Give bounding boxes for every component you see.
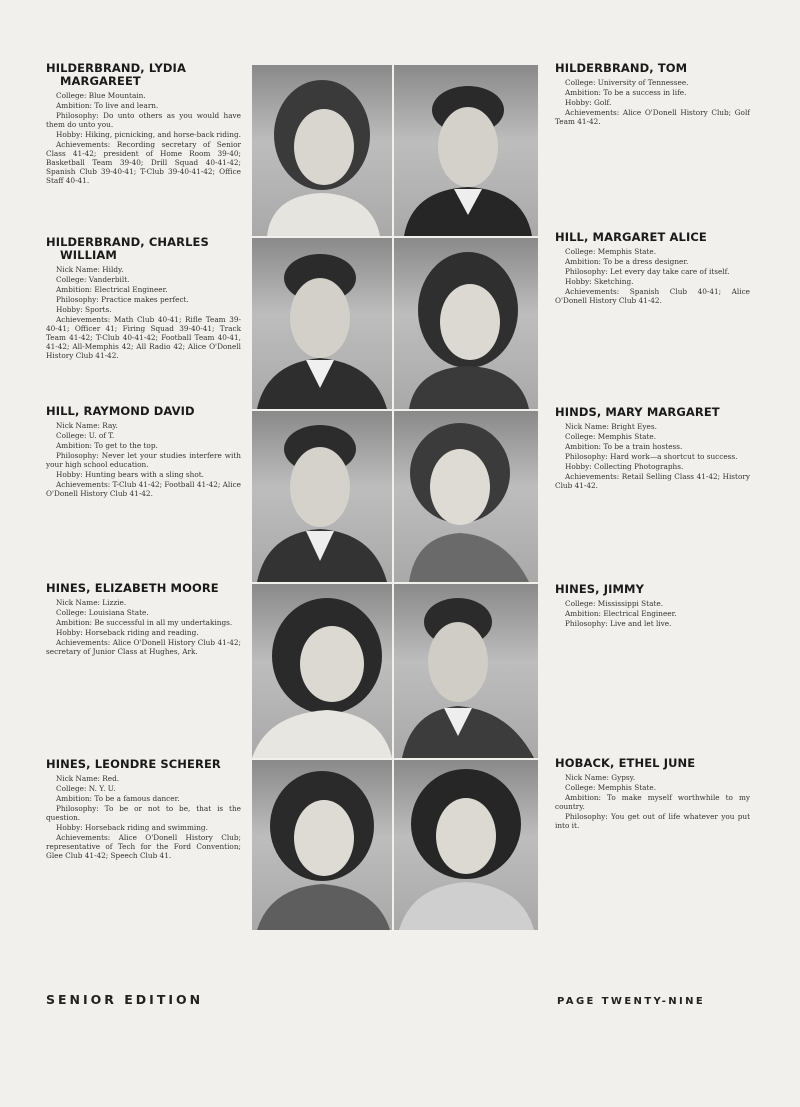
- bio-line: Hobby: Collecting Photographs.: [565, 462, 684, 471]
- bio-line: Achievements: T-Club 41-42; Football 41-42; Alice O'Donell History Club 41-42.: [46, 480, 241, 498]
- portrait-photo-raymond: [252, 411, 392, 582]
- bio-line: Nick Name: Lizzie.: [56, 598, 127, 607]
- portrait-photo-jimmy: [394, 584, 538, 758]
- bio-hill-raymond: [46, 405, 241, 499]
- bio-line: Hobby: Horseback riding and swimming.: [56, 823, 208, 832]
- student-name: HINES, LEONDRE SCHERER: [46, 757, 221, 771]
- bio-line: College: Memphis State.: [565, 247, 657, 256]
- portrait-photo-margaret: [394, 238, 538, 409]
- portrait-photo-tom: [394, 65, 538, 236]
- bio-line: Ambition: Electrical Engineer.: [565, 609, 677, 618]
- bio-line: Hobby: Hiking, picnicking, and horse-back riding.: [56, 130, 241, 139]
- bio-line: Ambition: To be a dress designer.: [565, 257, 689, 266]
- bio-line: Hobby: Horseback riding and reading.: [56, 628, 199, 637]
- portrait-photo-charles: [252, 238, 392, 409]
- bio-line: Nick Name: Red.: [56, 774, 120, 783]
- bio-line: Philosophy: You get out of life whatever you put into it.: [555, 812, 750, 830]
- bio-line: College: Memphis State.: [565, 432, 657, 441]
- portrait-photo-mary: [394, 411, 538, 582]
- bio-line: Achievements: Alice O'Donell History Club; representative of Tech for the Ford Convention; Glee Club 41-42; Speech Club 41.: [46, 833, 241, 860]
- bio-line: Ambition: Be successful in all my undertakings.: [56, 618, 233, 627]
- portrait-photo-lydia: [252, 65, 392, 236]
- student-name: HILDERBRAND, LYDIA MARGAREET: [46, 61, 186, 88]
- bio-hines-leondre: [46, 758, 241, 861]
- bio-hines-elizabeth: [46, 582, 241, 657]
- bio-line: College: N. Y. U.: [56, 784, 116, 793]
- bio-hill-margaret: [555, 231, 750, 306]
- bio-line: Hobby: Sports.: [56, 305, 112, 314]
- bio-line: Philosophy: Practice makes perfect.: [56, 295, 189, 304]
- bio-line: Nick Name: Ray.: [56, 421, 118, 430]
- bio-line: Achievements: Math Club 40-41; Rifle Team 39-40-41; Officer 41; Firing Squad 39-40-41; Track Team 41-42; T-Club 40-41-42; Football Team 40-41, 41-42; All-Memphis 42; All Radio 42; Alice O'Donell History Club 41-42.: [46, 315, 241, 360]
- student-name: HINES, ELIZABETH MOORE: [46, 581, 219, 595]
- bio-line: Ambition: To be a famous dancer.: [56, 794, 180, 803]
- bio-line: Philosophy: Never let your studies interfere with your high school education.: [46, 451, 241, 469]
- bio-line: Nick Name: Gypsy.: [565, 773, 636, 782]
- student-name: HINES, JIMMY: [555, 582, 645, 596]
- student-name: HILDERBRAND, TOM: [555, 61, 688, 75]
- student-name: HILL, MARGARET ALICE: [555, 230, 707, 244]
- bio-hilderbrand-charles: [46, 236, 241, 361]
- portrait-photo-leondre: [252, 760, 392, 930]
- bio-line: Ambition: To live and learn.: [56, 101, 159, 110]
- bio-line: Philosophy: Do unto others as you would have them do unto you.: [46, 111, 241, 129]
- bio-hoback-ethel: [555, 757, 750, 831]
- footer-edition: SENIOR EDITION: [46, 992, 204, 1007]
- bio-line: College: Memphis State.: [565, 783, 657, 792]
- bio-hilderbrand-lydia: [46, 62, 241, 186]
- bio-line: Ambition: To get to the top.: [56, 441, 158, 450]
- bio-line: College: Vanderbilt.: [56, 275, 130, 284]
- portrait-photo-ethel: [394, 760, 538, 930]
- footer-page-number: PAGE TWENTY-NINE: [557, 996, 706, 1007]
- student-name: HILL, RAYMOND DAVID: [46, 404, 195, 418]
- bio-line: Hobby: Sketching.: [565, 277, 634, 286]
- bio-line: Philosophy: Live and let live.: [565, 619, 672, 628]
- student-name: HINDS, MARY MARGARET: [555, 405, 720, 419]
- student-name: HOBACK, ETHEL JUNE: [555, 756, 696, 770]
- bio-line: College: U. of T.: [56, 431, 115, 440]
- bio-line: Nick Name: Bright Eyes.: [565, 422, 657, 431]
- student-name: HILDERBRAND, CHARLES WILLIAM: [46, 235, 209, 262]
- portrait-photo-elizabeth: [252, 584, 392, 758]
- bio-hinds-mary: [555, 406, 750, 491]
- bio-line: College: University of Tennessee.: [565, 78, 689, 87]
- bio-line: Nick Name: Hildy.: [56, 265, 124, 274]
- bio-hines-jimmy: [555, 583, 750, 629]
- bio-line: Ambition: To make myself worthwhile to my country.: [555, 793, 750, 811]
- bio-line: Achievements: Alice O'Donell History Club; Golf Team 41-42.: [555, 108, 750, 126]
- bio-line: Achievements: Retail Selling Class 41-42; History Club 41-42.: [555, 472, 750, 490]
- bio-line: College: Louisiana State.: [56, 608, 149, 617]
- bio-line: Philosophy: To be or not to be, that is the question.: [46, 804, 241, 822]
- bio-line: Ambition: To be a train hostess.: [565, 442, 683, 451]
- bio-line: Hobby: Hunting bears with a sling shot.: [56, 470, 205, 479]
- bio-line: Ambition: To be a success in life.: [565, 88, 687, 97]
- bio-line: Achievements: Recording secretary of Senior Class 41-42; president of Home Room 39-40; Basketball Team 39-40; Drill Squad 40-41-42; Spanish Club 39-40-41; T-Club 39-40-41-42; Office Staff 40-41.: [46, 140, 241, 185]
- bio-line: Hobby: Golf.: [565, 98, 612, 107]
- bio-line: Philosophy: Hard work—a shortcut to success.: [565, 452, 738, 461]
- bio-line: Achievements: Alice O'Donell History Club 41-42; secretary of Junior Class at Hughes, Ark.: [46, 638, 241, 656]
- bio-line: College: Mississippi State.: [565, 599, 664, 608]
- bio-line: Achievements: Spanish Club 40-41; Alice O'Donell History Club 41-42.: [555, 287, 750, 305]
- bio-hilderbrand-tom: [555, 62, 750, 127]
- bio-line: College: Blue Mountain.: [56, 91, 146, 100]
- bio-line: Ambition: Electrical Engineer.: [56, 285, 168, 294]
- bio-line: Philosophy: Let every day take care of itself.: [565, 267, 730, 276]
